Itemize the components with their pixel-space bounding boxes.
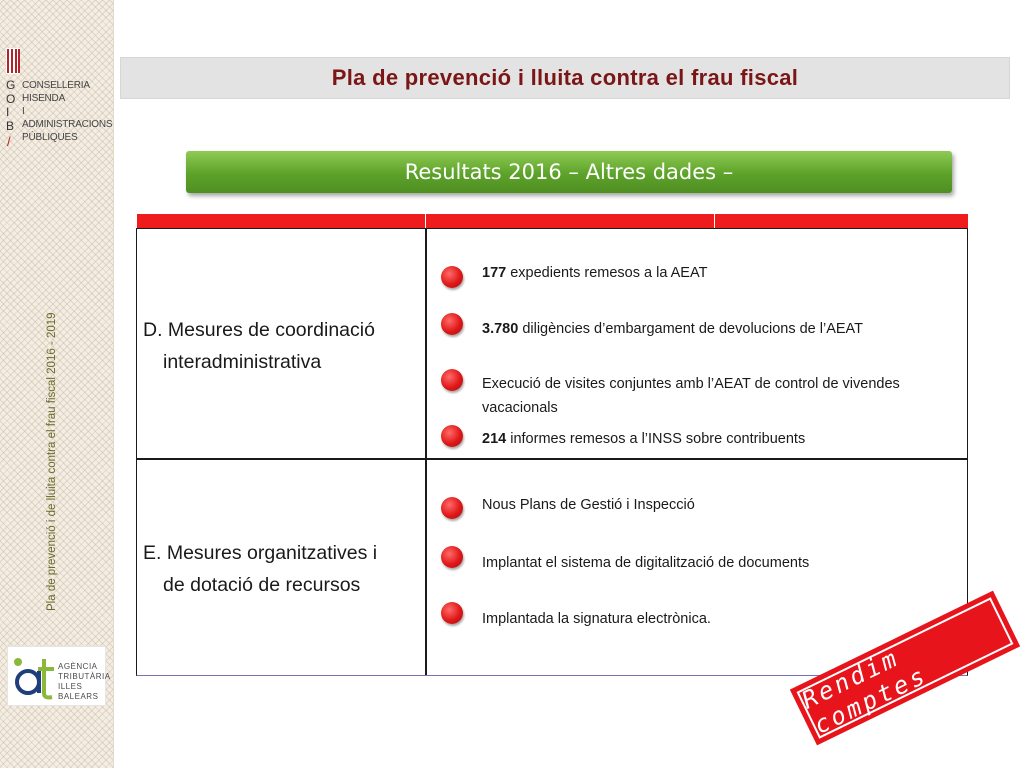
bullet-icon <box>441 497 463 519</box>
item-text: Nous Plans de Gestió i Inspecció <box>482 497 695 513</box>
agencia-tributaria-logo <box>7 646 111 706</box>
header-segment <box>137 214 425 228</box>
row-label-line: interadministrativa <box>163 351 322 373</box>
item-number: 177 <box>482 265 507 281</box>
row-label-line: E. Mesures organitzatives i <box>143 542 378 564</box>
list-item <box>482 427 952 451</box>
list-item <box>482 372 952 420</box>
agencia-text <box>58 662 111 702</box>
conselleria-line: I ADMINISTRACIONS <box>22 106 113 130</box>
item-text: diligències d’embargament de devolucions de l’AEAT <box>518 321 863 337</box>
item-number: 3.780 <box>482 321 519 337</box>
agencia-line: ILLES BALEARS <box>58 682 99 701</box>
row-label-line: D. Mesures de coordinació <box>143 319 375 341</box>
row-label-coordination <box>143 314 441 378</box>
goib-letter: G <box>6 78 17 92</box>
goib-letter: B <box>6 118 16 133</box>
bullet-icon <box>441 425 463 447</box>
stamp-text: Rendim comptes <box>797 643 932 740</box>
item-text: informes remesos a l’INSS sobre contribuents <box>506 431 806 447</box>
conselleria-line: HISENDA <box>22 93 66 104</box>
conselleria-name <box>22 79 112 144</box>
item-text: Implantada la signatura electrònica. <box>482 611 711 627</box>
conselleria-line: PÚBLIQUES <box>22 132 78 143</box>
goib-logo <box>4 46 112 156</box>
list-item <box>482 493 952 517</box>
conselleria-line: CONSELLERIA <box>22 80 90 91</box>
subtitle-text: Resultats 2016 – Altres dades – <box>404 160 734 184</box>
title-banner <box>120 57 1010 99</box>
row-label-organizational <box>143 537 441 601</box>
list-item <box>482 317 952 341</box>
list-item <box>482 607 952 631</box>
bullet-icon <box>441 546 463 568</box>
item-text: expedients remesos a la AEAT <box>506 265 708 281</box>
column-divider <box>425 229 427 675</box>
row-label-line: de dotació de recursos <box>163 574 361 596</box>
agencia-line: AGÈNCIA <box>58 662 98 671</box>
item-text: Implantat el sistema de digitalització de documents <box>482 555 810 571</box>
results-table <box>136 228 968 676</box>
sidebar <box>0 0 114 768</box>
bullet-icon <box>441 602 463 624</box>
agencia-line: TRIBUTÀRIA <box>58 672 111 681</box>
goib-letters <box>6 79 20 133</box>
subtitle-banner <box>186 151 952 193</box>
list-item <box>482 261 952 285</box>
vertical-plan-label: Pla de prevenció i de lluita contra el frau fiscal 2016 - 2019 <box>46 312 58 611</box>
bullet-icon <box>441 313 463 335</box>
header-segment <box>714 214 968 228</box>
at-logo-icon <box>10 649 60 703</box>
row-divider <box>137 458 967 460</box>
goib-flag-icon <box>6 48 20 74</box>
bullet-icon <box>441 266 463 288</box>
table-header-strip <box>137 214 968 228</box>
list-item <box>482 551 952 575</box>
item-number: 214 <box>482 431 507 447</box>
page-title: Pla de prevenció i lluita contra el frau fiscal <box>331 65 799 90</box>
bullet-icon <box>441 369 463 391</box>
goib-slash-icon: / <box>7 134 11 149</box>
goib-letter: I <box>6 105 11 119</box>
goib-letter: O <box>6 91 17 106</box>
item-text: Execució de visites conjuntes amb l’AEAT de control de vivendes vacacionals <box>482 376 900 416</box>
header-segment <box>425 214 714 228</box>
